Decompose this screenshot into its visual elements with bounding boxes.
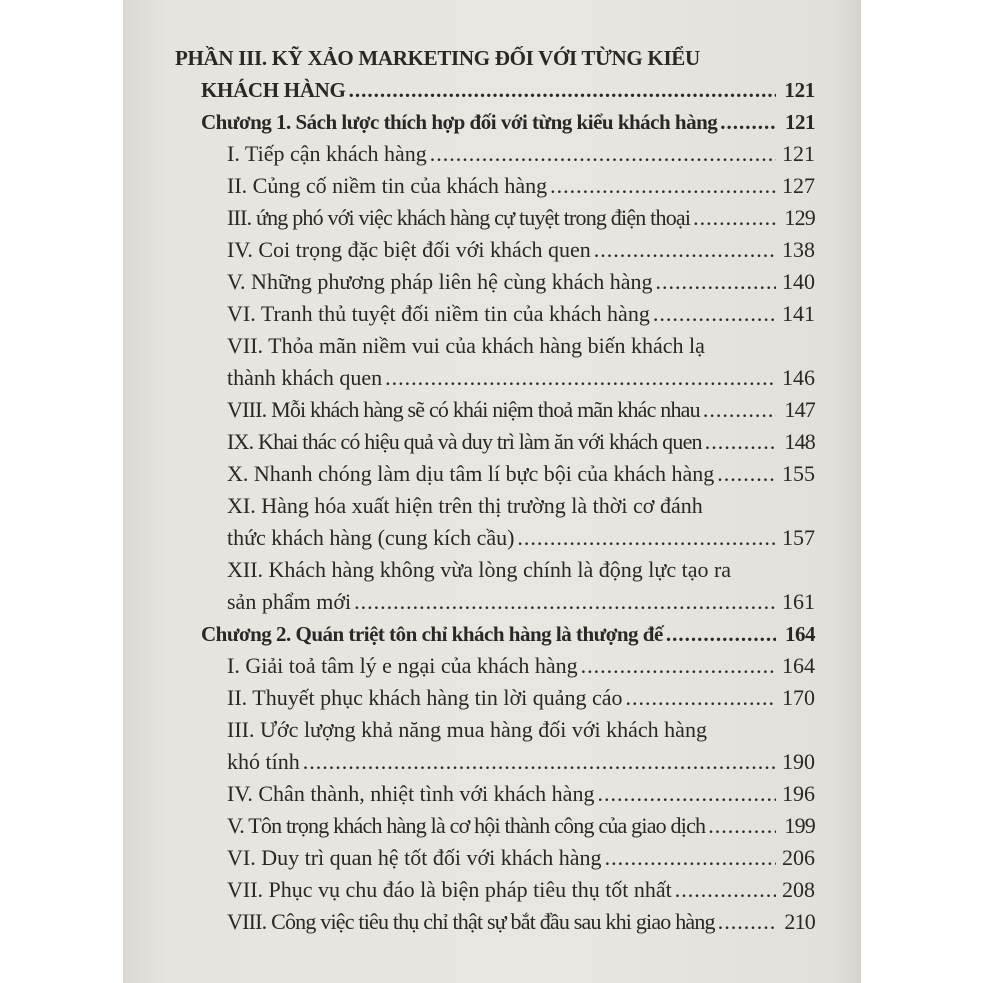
page-number: 170: [782, 685, 815, 710]
dot-leader: [666, 618, 776, 650]
page-number: 210: [784, 909, 815, 934]
dot-leader: [718, 906, 776, 938]
entry-title: IX. Khai thác có hiệu quả và duy trì làm ăn với khách quen: [227, 429, 702, 454]
dot-leader: [626, 682, 776, 714]
entry-title: I. Tiếp cận khách hàng: [227, 141, 427, 166]
entry-title: VI. Tranh thủ tuyệt đối niềm tin của khách hàng: [227, 301, 650, 326]
page-number: 164: [782, 653, 815, 678]
dot-leader: [385, 362, 776, 394]
entry-title: VIII. Mỗi khách hàng sẽ có khái niệm thoả mãn khác nhau: [227, 397, 700, 422]
dot-leader: [349, 74, 776, 106]
entry-title: X. Nhanh chóng làm dịu tâm lí bực bội của khách hàng: [227, 461, 715, 486]
page-number: 121: [785, 110, 815, 134]
page-number: 141: [782, 301, 815, 326]
dot-leader: [303, 746, 776, 778]
page-number: 127: [782, 173, 815, 198]
dot-leader: [693, 202, 776, 234]
entry-title: IV. Coi trọng đặc biệt đối với khách quen: [227, 237, 591, 262]
dot-leader: [597, 778, 776, 810]
toc-entry: [175, 234, 815, 266]
dot-leader: [675, 874, 776, 906]
page-number: 157: [782, 525, 815, 550]
page-number: 161: [782, 589, 815, 614]
page-number: 148: [784, 429, 815, 454]
page-number: 140: [782, 269, 815, 294]
entry-title: VII. Thỏa mãn niềm vui của khách hàng biến khách lạ: [227, 333, 705, 358]
entry-title: III. ứng phó với việc khách hàng cự tuyệt trong điện thoại: [227, 205, 691, 230]
toc-entry: [175, 810, 815, 842]
part-title-line1: PHẦN III. KỸ XẢO MARKETING ĐỐI VỚI TỪNG KIỂU: [175, 46, 700, 70]
toc-entry: [175, 426, 815, 458]
toc-entry: [175, 682, 815, 714]
toc-entry: [175, 906, 815, 938]
chapter-1-items: [175, 138, 815, 618]
entry-title: thành khách quen: [227, 365, 383, 390]
entry-title: II. Củng cố niềm tin của khách hàng: [227, 173, 548, 198]
dot-leader: [705, 426, 776, 458]
page-number: 208: [782, 877, 815, 902]
toc-entry: [175, 874, 815, 906]
entry-title: III. Ước lượng khả năng mua hàng đối với khách hàng: [227, 717, 707, 742]
toc-entry: [175, 778, 815, 810]
entry-title: sản phẩm mới: [227, 589, 352, 614]
dot-leader: [703, 394, 776, 426]
toc-entry: [175, 330, 815, 394]
page-number: 199: [784, 813, 815, 838]
dot-leader: [594, 234, 776, 266]
dot-leader: [354, 586, 776, 618]
chapter-title: Chương 1. Sách lược thích hợp đối với từng kiểu khách hàng: [201, 110, 718, 134]
entry-title: XI. Hàng hóa xuất hiện trên thị trường là thời cơ đánh: [227, 493, 703, 518]
entry-title: IV. Chân thành, nhiệt tình với khách hàng: [227, 781, 595, 806]
toc-entry: [175, 202, 815, 234]
page-number: 138: [782, 237, 815, 262]
dot-leader: [517, 522, 776, 554]
chapter-1-heading: [175, 106, 815, 138]
toc-entry: [175, 554, 815, 618]
part-heading: [175, 42, 815, 106]
toc-entry: [175, 394, 815, 426]
entry-title: VI. Duy trì quan hệ tốt đối với khách hàng: [227, 845, 602, 870]
toc-entry: [175, 458, 815, 490]
page-number: 164: [785, 622, 815, 646]
dot-leader: [708, 810, 776, 842]
dot-leader: [656, 266, 777, 298]
dot-leader: [720, 106, 776, 138]
entry-title: VIII. Công việc tiêu thụ chỉ thật sự bắt đầu sau khi giao hàng: [227, 909, 715, 934]
entry-title: thức khách hàng (cung kích cầu): [227, 525, 515, 550]
entry-title: VII. Phục vụ chu đáo là biện pháp tiêu thụ tốt nhất: [227, 877, 672, 902]
entry-title: khó tính: [227, 749, 300, 774]
entry-title: I. Giải toả tâm lý e ngại của khách hàng: [227, 653, 578, 678]
toc-entry: [175, 490, 815, 554]
page-number: 206: [782, 845, 815, 870]
toc-entry: [175, 714, 815, 778]
toc-entry: [175, 266, 815, 298]
part-title-line2: KHÁCH HÀNG: [201, 78, 346, 102]
toc-entry: [175, 138, 815, 170]
toc-entry: [175, 842, 815, 874]
dot-leader: [717, 458, 776, 490]
page-number: 155: [782, 461, 815, 486]
dot-leader: [430, 138, 776, 170]
page-number: 190: [782, 749, 815, 774]
entry-title: II. Thuyết phục khách hàng tin lời quảng cáo: [227, 685, 623, 710]
toc-entry: [175, 170, 815, 202]
page-number: 146: [782, 365, 815, 390]
chapter-title: Chương 2. Quán triệt tôn chỉ khách hàng là thượng đế: [201, 622, 663, 646]
page-number: 196: [782, 781, 815, 806]
toc-entry: [175, 650, 815, 682]
entry-title: V. Những phương pháp liên hệ cùng khách hàng: [227, 269, 653, 294]
page-number: 121: [784, 78, 815, 102]
page-number: 129: [784, 205, 815, 230]
dot-leader: [550, 170, 776, 202]
entry-title: V. Tôn trọng khách hàng là cơ hội thành công của giao dịch: [227, 813, 706, 838]
dot-leader: [581, 650, 776, 682]
book-page: [123, 0, 861, 983]
dot-leader: [605, 842, 776, 874]
table-of-contents: [175, 42, 815, 938]
page-number: 121: [782, 141, 815, 166]
toc-entry: [175, 298, 815, 330]
page-number: 147: [784, 397, 815, 422]
entry-title: XII. Khách hàng không vừa lòng chính là động lực tạo ra: [227, 557, 732, 582]
chapter-2-heading: [175, 618, 815, 650]
chapter-2-items: [175, 650, 815, 938]
dot-leader: [653, 298, 776, 330]
